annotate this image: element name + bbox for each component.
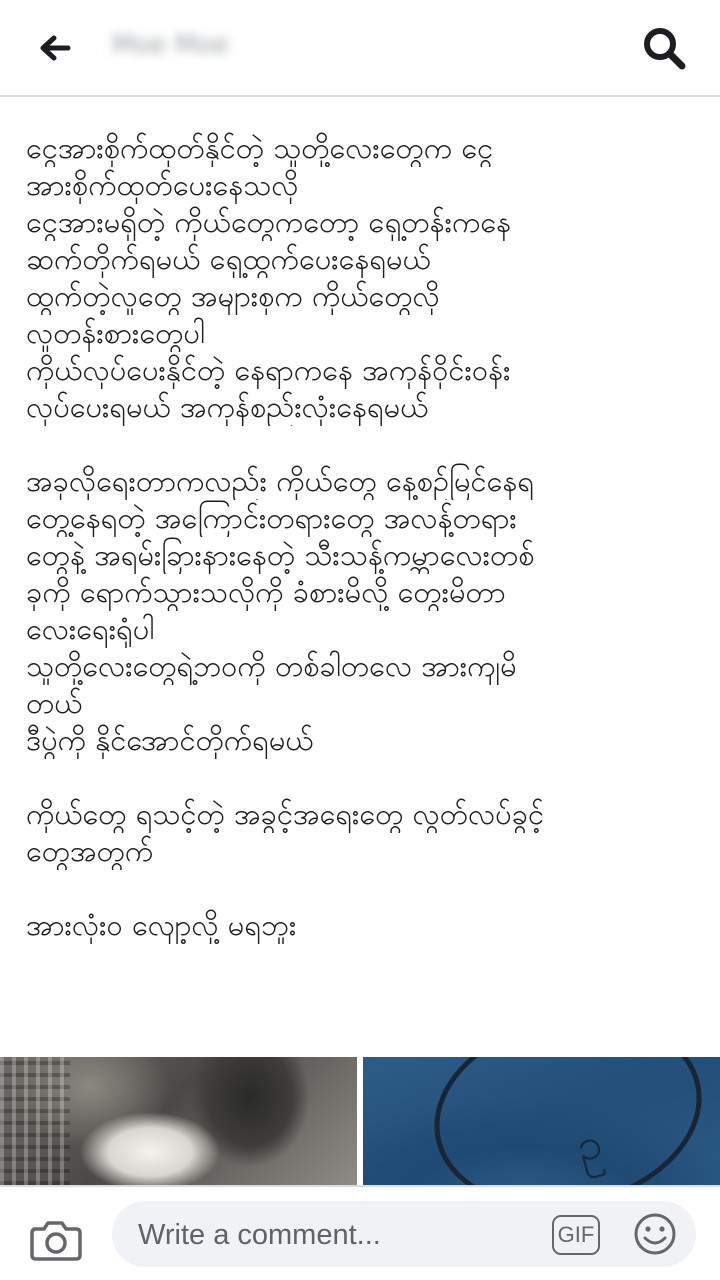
paragraph-gap [26,426,706,463]
post-line: ကိုယ်တွေ ရသင့်တဲ့ အခွင့်အရေးတွေ လွတ်လပ်ခွင့် [26,797,545,831]
post-line: တွေအတွက် [26,834,154,868]
post-line: တွေ့နေရတဲ့ အကြောင်းတရားတွေ အလန့်တရား [26,501,517,535]
post-photo-2[interactable] [363,1057,720,1185]
arrow-left-icon [30,28,78,68]
back-button[interactable] [30,28,78,68]
search-icon [640,24,690,74]
post-line: လေးရေးရုံပါ [26,612,155,646]
post-line: သူတို့လေးတွေရဲ့ဘဝကို တစ်ခါတလေ အားကျမိ [26,649,517,683]
post-line: လုပ်ပေးရမယ် အကုန်စည်းလုံးနေရမယ် [26,390,429,424]
post-line: အားစိုက်ထုတ်ပေးနေသလို [26,168,299,202]
comment-bar [0,1185,720,1280]
post-line: ဒီပွဲကို နိုင်အောင်တိုက်ရမယ် [26,723,314,757]
camera-button[interactable] [28,1217,84,1263]
post-line: ငွေအားစိုက်ထုတ်နိုင်တဲ့ သူတို့လေးတွေက ငွေ [26,131,494,165]
profile-name[interactable]: Moe Moe [112,30,229,60]
comment-placeholder: Write a comment... [138,1219,381,1251]
top-bar [0,0,720,97]
post-line: ငွေအားမရှိတဲ့ ကိုယ်တွေကတော့ ရှေ့တန်းကနေ [26,205,512,239]
post-photos [0,1057,720,1185]
post-line: အခုလိုရေးတာကလည်း ကိုယ်တွေ နေ့စဉ်မြင်နေရ [26,464,535,498]
post-text [26,130,706,944]
photo-1-pattern [0,1057,70,1185]
camera-icon [28,1217,84,1263]
emoji-button[interactable] [632,1211,678,1257]
post-line: ဆက်တိုက်ရမယ် ရှေ့ထွက်ပေးနေရမယ် [26,242,431,276]
post-line: ကိုယ်လုပ်ပေးနိုင်တဲ့ နေရာကနေ အကုန်ဝိုင်းဝန်း [26,353,511,387]
post-line: အားလုံးဝ လျော့လို့ မရဘူး [26,908,297,942]
post-line: တွေနဲ့ အရမ်းခြားနားနေတဲ့ သီးသန့်ကမ္ဘာလေးတစ် [26,538,535,572]
post-line: ထွက်တဲ့လူတွေ အများစုက ကိုယ်တွေလို [26,279,440,313]
smiley-icon [632,1211,678,1257]
search-button[interactable] [640,24,690,74]
comment-input[interactable] [112,1201,696,1267]
post-line: တယ် [26,686,83,720]
photo-2-scribble: ဥ [570,1116,608,1173]
photo-2-stroke [416,1057,720,1185]
gif-button[interactable]: GIF [552,1215,600,1255]
post-photo-1[interactable] [0,1057,357,1185]
post-line: လူတန်းစားတွေပါ [26,316,205,350]
paragraph-gap [26,870,706,907]
post-line: ခုကို ရောက်သွားသလိုကို ခံစားမိလို့ တွေးမိတာ [26,575,506,609]
paragraph-gap [26,759,706,796]
